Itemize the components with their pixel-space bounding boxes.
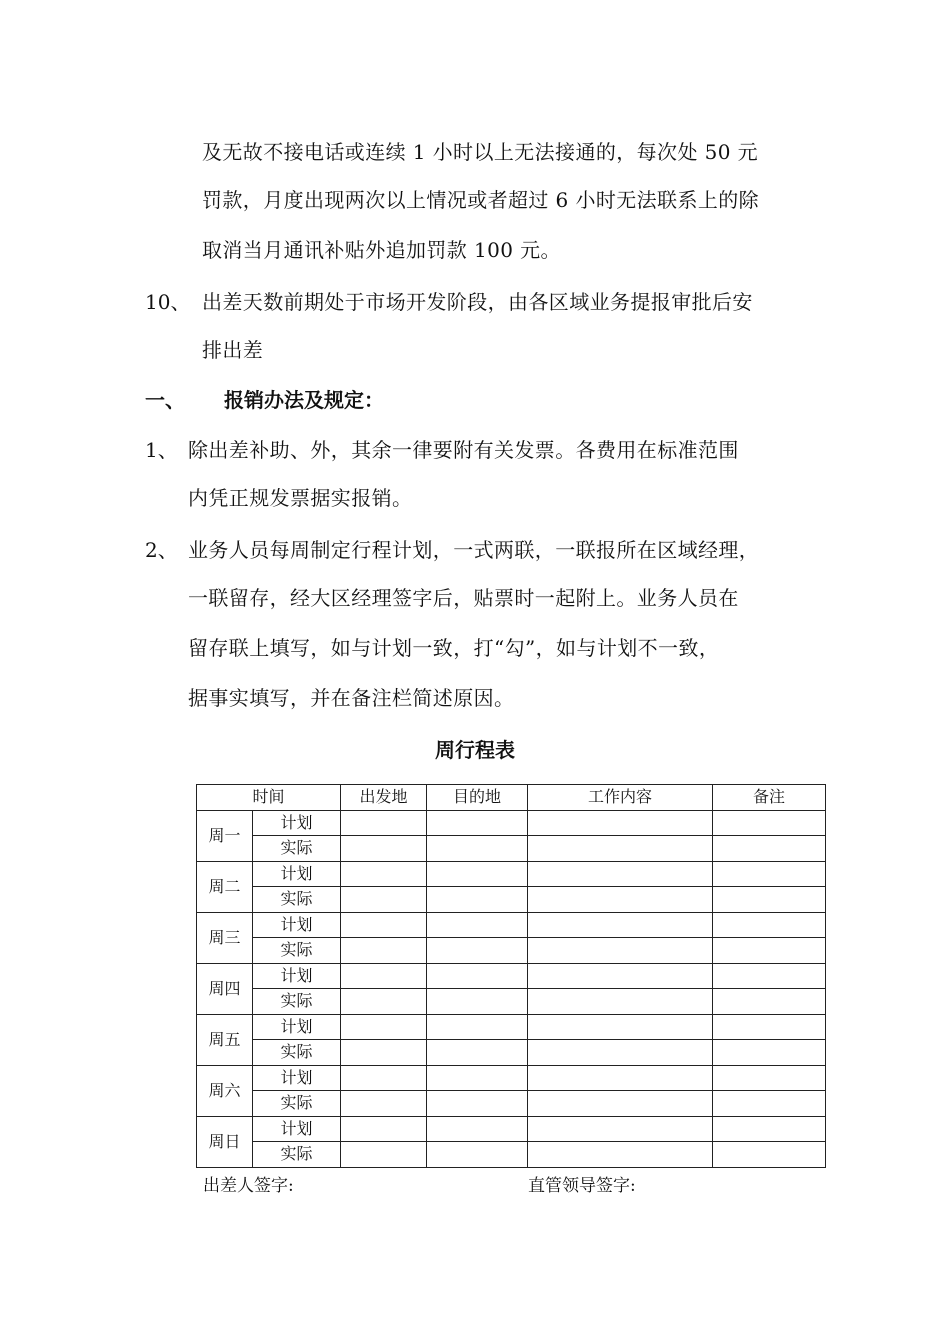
actual-label: 实际 <box>253 989 341 1015</box>
day-label: 周一 <box>197 810 253 861</box>
plan-label: 计划 <box>253 1116 341 1142</box>
plan-label: 计划 <box>253 861 341 887</box>
paragraph-line: 取消当月通讯补贴外追加罚款 100 元。 <box>202 238 561 262</box>
table-row <box>197 912 826 938</box>
table-row <box>197 1142 826 1168</box>
paragraph-line: 留存联上填写，如与计划一致，打“勾”，如与计划不一致， <box>188 636 720 660</box>
paragraph-line: 除出差补助、外，其余一律要附有关发票。各费用在标准范围 <box>188 438 739 462</box>
work-content-cell[interactable] <box>528 963 713 989</box>
actual-label: 实际 <box>253 938 341 964</box>
destination-cell[interactable] <box>427 963 528 989</box>
remarks-cell[interactable] <box>713 938 826 964</box>
departure-cell[interactable] <box>341 1116 427 1142</box>
remarks-cell[interactable] <box>713 1142 826 1168</box>
destination-cell[interactable] <box>427 1142 528 1168</box>
weekly-itinerary-table <box>196 784 826 1168</box>
paragraph-line: 据事实填写，并在备注栏简述原因。 <box>188 686 515 710</box>
plan-label: 计划 <box>253 1014 341 1040</box>
paragraph-line: 排出差 <box>202 338 264 362</box>
remarks-cell[interactable] <box>713 810 826 836</box>
table-row <box>197 810 826 836</box>
traveler-signature-label: 出差人签字: <box>203 1176 294 1196</box>
actual-label: 实际 <box>253 1091 341 1117</box>
remarks-cell[interactable] <box>713 1091 826 1117</box>
destination-cell[interactable] <box>427 1040 528 1066</box>
day-label: 周三 <box>197 912 253 963</box>
table-row <box>197 1116 826 1142</box>
work-content-cell[interactable] <box>528 912 713 938</box>
paragraph-line: 罚款，月度出现两次以上情况或者超过 6 小时无法联系上的除 <box>202 188 760 212</box>
departure-cell[interactable] <box>341 1091 427 1117</box>
departure-cell[interactable] <box>341 836 427 862</box>
destination-cell[interactable] <box>427 938 528 964</box>
table-header-row <box>197 785 826 811</box>
destination-cell[interactable] <box>427 887 528 913</box>
actual-label: 实际 <box>253 1142 341 1168</box>
section-title: 报销办法及规定： <box>224 388 384 412</box>
work-content-cell[interactable] <box>528 836 713 862</box>
item-number: 1、 <box>145 438 178 462</box>
destination-cell[interactable] <box>427 1014 528 1040</box>
remarks-cell[interactable] <box>713 1116 826 1142</box>
work-content-cell[interactable] <box>528 887 713 913</box>
remarks-cell[interactable] <box>713 989 826 1015</box>
work-content-cell[interactable] <box>528 938 713 964</box>
work-content-cell[interactable] <box>528 861 713 887</box>
work-content-cell[interactable] <box>528 1014 713 1040</box>
destination-cell[interactable] <box>427 1065 528 1091</box>
departure-cell[interactable] <box>341 963 427 989</box>
departure-cell[interactable] <box>341 887 427 913</box>
work-content-cell[interactable] <box>528 1065 713 1091</box>
plan-label: 计划 <box>253 1065 341 1091</box>
work-content-cell[interactable] <box>528 1040 713 1066</box>
remarks-cell[interactable] <box>713 887 826 913</box>
departure-cell[interactable] <box>341 938 427 964</box>
paragraph-line: 及无故不接电话或连续 1 小时以上无法接通的，每次处 50 元 <box>202 140 759 164</box>
departure-cell[interactable] <box>341 1014 427 1040</box>
item-number: 2、 <box>145 538 178 562</box>
paragraph-line: 内凭正规发票据实报销。 <box>188 486 413 510</box>
departure-cell[interactable] <box>341 810 427 836</box>
departure-cell[interactable] <box>341 1065 427 1091</box>
destination-cell[interactable] <box>427 861 528 887</box>
destination-cell[interactable] <box>427 810 528 836</box>
work-content-cell[interactable] <box>528 989 713 1015</box>
destination-cell[interactable] <box>427 1116 528 1142</box>
plan-label: 计划 <box>253 963 341 989</box>
departure-cell[interactable] <box>341 1142 427 1168</box>
remarks-cell[interactable] <box>713 1040 826 1066</box>
actual-label: 实际 <box>253 1040 341 1066</box>
remarks-cell[interactable] <box>713 861 826 887</box>
section-number: 一、 <box>145 388 185 412</box>
actual-label: 实际 <box>253 836 341 862</box>
plan-label: 计划 <box>253 912 341 938</box>
header-time: 时间 <box>197 785 341 811</box>
paragraph-line: 业务人员每周制定行程计划，一式两联，一联报所在区域经理， <box>188 538 760 562</box>
remarks-cell[interactable] <box>713 912 826 938</box>
day-label: 周四 <box>197 963 253 1014</box>
paragraph-line: 出差天数前期处于市场开发阶段，由各区域业务提报审批后安 <box>202 290 753 314</box>
day-label: 周日 <box>197 1116 253 1167</box>
day-label: 周二 <box>197 861 253 912</box>
departure-cell[interactable] <box>341 1040 427 1066</box>
remarks-cell[interactable] <box>713 1065 826 1091</box>
table-row <box>197 887 826 913</box>
plan-label: 计划 <box>253 810 341 836</box>
paragraph-line: 一联留存，经大区经理签字后，贴票时一起附上。业务人员在 <box>188 586 739 610</box>
supervisor-signature-label: 直管领导签字: <box>528 1176 636 1196</box>
table-row <box>197 1091 826 1117</box>
departure-cell[interactable] <box>341 861 427 887</box>
table-title: 周行程表 <box>435 738 515 762</box>
table-row <box>197 1065 826 1091</box>
work-content-cell[interactable] <box>528 1091 713 1117</box>
header-work-content: 工作内容 <box>528 785 713 811</box>
header-departure: 出发地 <box>341 785 427 811</box>
table-row <box>197 938 826 964</box>
table-row <box>197 1040 826 1066</box>
remarks-cell[interactable] <box>713 836 826 862</box>
departure-cell[interactable] <box>341 989 427 1015</box>
table-row <box>197 963 826 989</box>
destination-cell[interactable] <box>427 1091 528 1117</box>
destination-cell[interactable] <box>427 836 528 862</box>
destination-cell[interactable] <box>427 989 528 1015</box>
table-row <box>197 1014 826 1040</box>
work-content-cell[interactable] <box>528 1116 713 1142</box>
work-content-cell[interactable] <box>528 1142 713 1168</box>
header-remarks: 备注 <box>713 785 826 811</box>
table-row <box>197 861 826 887</box>
departure-cell[interactable] <box>341 912 427 938</box>
item-number: 10、 <box>145 290 191 314</box>
table-row <box>197 989 826 1015</box>
day-label: 周六 <box>197 1065 253 1116</box>
header-destination: 目的地 <box>427 785 528 811</box>
remarks-cell[interactable] <box>713 963 826 989</box>
table-row <box>197 836 826 862</box>
remarks-cell[interactable] <box>713 1014 826 1040</box>
actual-label: 实际 <box>253 887 341 913</box>
day-label: 周五 <box>197 1014 253 1065</box>
destination-cell[interactable] <box>427 912 528 938</box>
work-content-cell[interactable] <box>528 810 713 836</box>
